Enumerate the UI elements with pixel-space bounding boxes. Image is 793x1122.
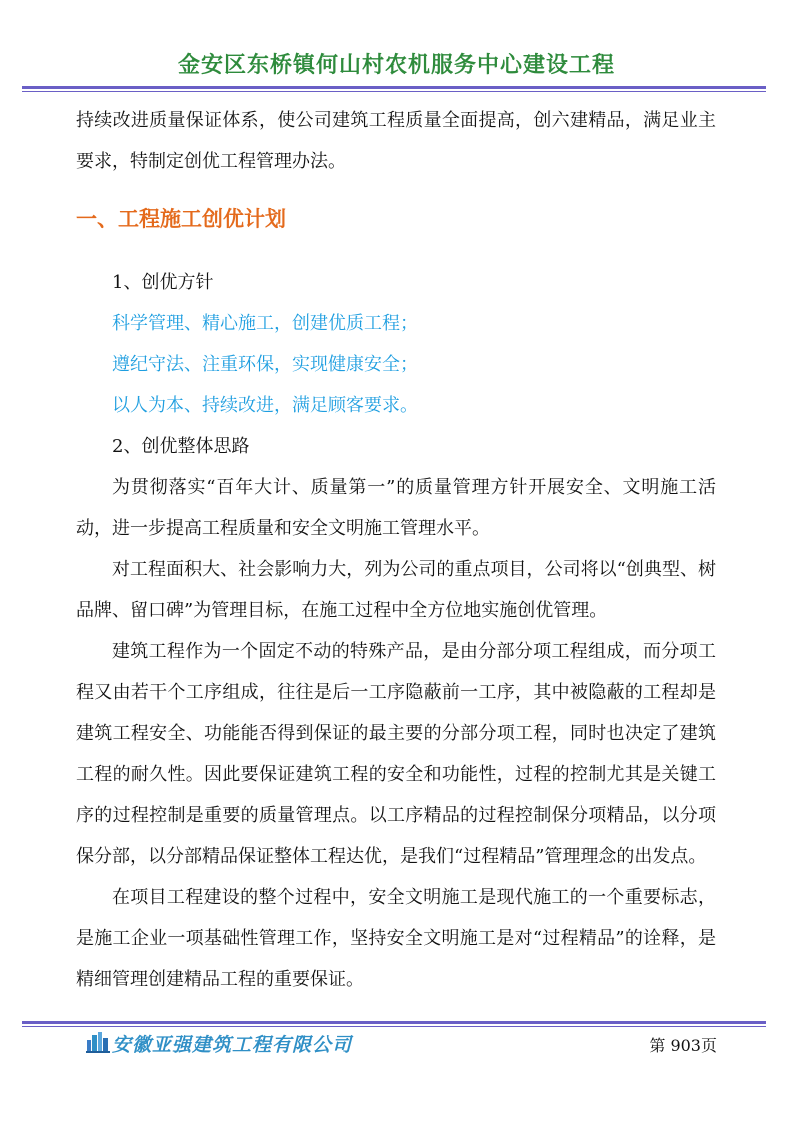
page-number: 第 903页: [649, 1036, 717, 1055]
policy-line-1: 科学管理、精心施工，创建优质工程；: [112, 313, 418, 334]
body-paragraph-4: 在项目工程建设的整个过程中，安全文明施工是现代施工的一个重要标志，是施工企业一项基础性管理工作，坚持安全文明施工是对“过程精品”的诠释，是精细管理创建精品工程的重要保证。: [76, 887, 716, 990]
policy-line-3: 以人为本、持续改进，满足顾客要求。: [112, 395, 418, 416]
section-heading: 一、工程施工创优计划: [76, 207, 286, 231]
building-logo-icon: [86, 1031, 110, 1053]
policy-line-2: 遵纪守法、注重环保，实现健康安全；: [112, 354, 418, 375]
footer-rule-thin: [22, 1026, 766, 1027]
header-rule: [22, 86, 766, 89]
footer-company-name: 安徽亚强建筑工程有限公司: [112, 1034, 353, 1056]
footer-rule: [22, 1021, 766, 1024]
header-title: 金安区东桥镇何山村农机服务中心建设工程: [177, 53, 615, 78]
subheading-policy: 1、创优方针: [112, 272, 214, 293]
body-paragraph-3: 建筑工程作为一个固定不动的特殊产品，是由分部分项工程组成，而分项工程又由若干个工序组成，往往是后一工序隐蔽前一工序，其中被隐蔽的工程却是建筑工程安全、功能能否得到保证的最主要的分部分项工程，同时也决定了建筑工程的耐久性。因此要保证建筑工程的安全和功能性，过程的控制尤其是关键工序的过程控制是重要的质量管理点。以工序精品的过程控制保分项精品，以分项保分部，以分部精品保证整体工程达优，是我们“过程精品”管理理念的出发点。: [76, 641, 716, 867]
header-rule-thin: [22, 91, 766, 92]
intro-paragraph: 持续改进质量保证体系，使公司建筑工程质量全面提高，创六建精品，满足业主要求，特制定创优工程管理办法。: [76, 110, 716, 172]
subheading-approach: 2、创优整体思路: [112, 436, 250, 457]
body-paragraph-2: 对工程面积大、社会影响力大，列为公司的重点项目，公司将以“创典型、树品牌、留口碑”为管理目标，在施工过程中全方位地实施创优管理。: [76, 559, 716, 621]
body-paragraph-1: 为贯彻落实“百年大计、质量第一”的质量管理方针开展安全、文明施工活动，进一步提高工程质量和安全文明施工管理水平。: [76, 477, 716, 539]
document-body: [76, 100, 716, 1000]
